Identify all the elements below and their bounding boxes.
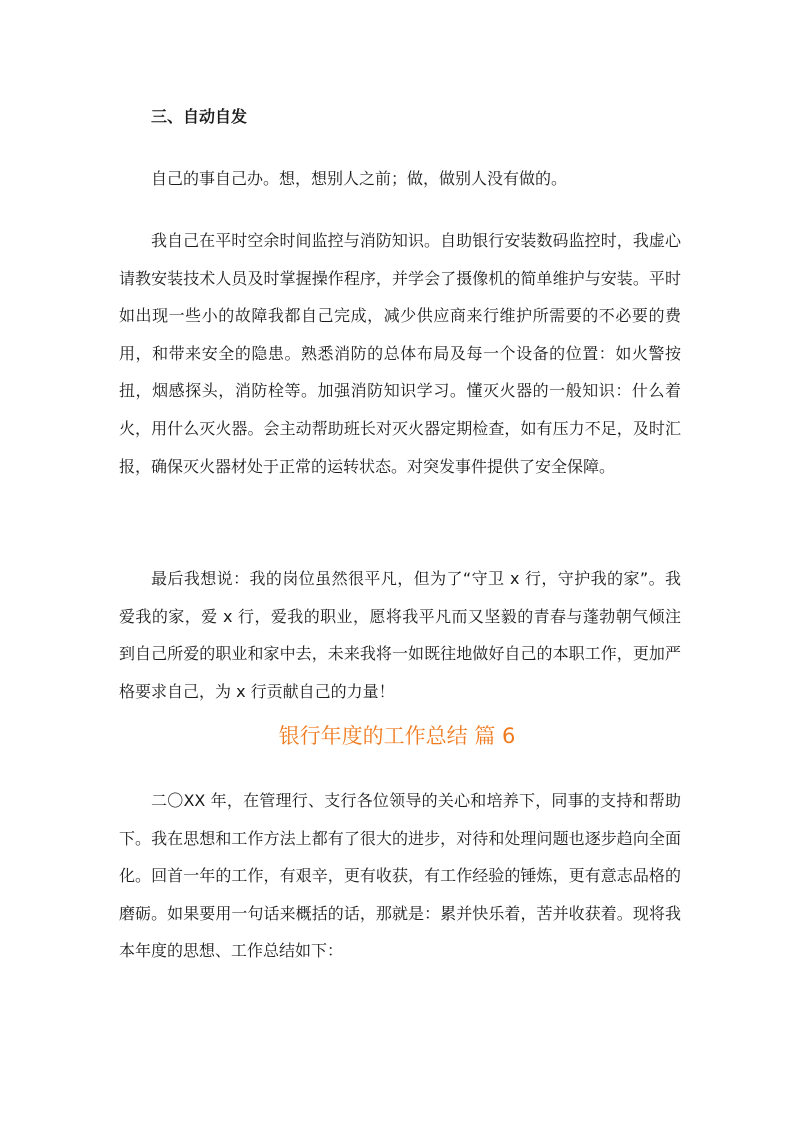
section-title: 银行年度的工作总结 篇 6 [278, 724, 516, 748]
paragraph-motto: 自己的事自己办。想，想别人之前；做，做别人没有做的。 [151, 169, 568, 188]
paragraph-annual-intro: 二〇XX 年，在管理行、支行各位领导的关心和培养下，同事的支持和帮助下。我在思想和工作方法上都有了很大的进步，对待和处理问题也逐步趋向全面化。回首一年的工作，有艰辛，更有收获，有工作经验的锤炼，更有意志品格的磨砺。如果要用一句话来概括的话，那就是：累并快乐着，苦并收获着。现将我本年度的思想、工作总结如下： [119, 791, 681, 961]
paragraph-closing-remarks: 最后我想说：我的岗位虽然很平凡，但为了“守卫 x 行，守护我的家”。我爱我的家，爱 x 行，爱我的职业，愿将我平凡而又坚毅的青春与蓬勃朝气倾注到自己所爱的职业和家中去，未来我将一如既往地做好自己的本职工作，更加严格要求自己，为 x 行贡献自己的力量！ [119, 569, 681, 701]
section-heading: 三、自动自发 [151, 107, 248, 126]
paragraph-monitoring-fire-safety: 我自己在平时空余时间监控与消防知识。自助银行安装数码监控时，我虚心请教安装技术人员及时掌握操作程序，并学会了摄像机的简单维护与安装。平时如出现一些小的故障我都自己完成，减少供应商来行维护所需要的不必要的费用，和带来安全的隐患。熟悉消防的总体布局及每一个设备的位置：如火警按扭，烟感探头，消防栓等。加强消防知识学习。懂灭火器的一般知识：什么着火，用什么灭火器。会主动帮助班长对灭火器定期检查，如有压力不足，及时汇报，确保灭火器材处于正常的运转状态。对突发事件提供了安全保障。 [119, 231, 681, 476]
